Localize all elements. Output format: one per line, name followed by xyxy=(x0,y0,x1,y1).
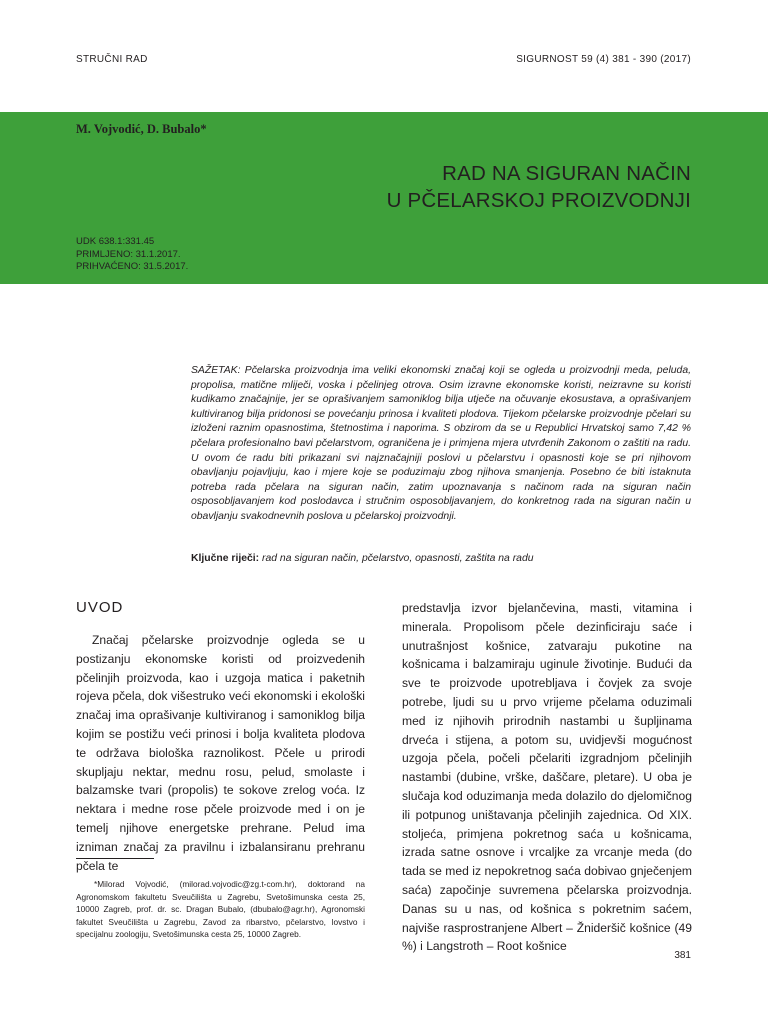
journal-reference: SIGURNOST 59 (4) 381 - 390 (2017) xyxy=(516,54,691,65)
title-line-1: RAD NA SIGURAN NAČIN xyxy=(442,162,691,185)
accepted-date: PRIHVAĆENO: 31.5.2017. xyxy=(76,261,189,272)
page-number: 381 xyxy=(674,950,691,961)
article-metadata xyxy=(76,236,188,274)
article-title xyxy=(387,160,691,214)
udk-code: UDK 638.1:331.45 xyxy=(76,236,155,247)
keywords xyxy=(191,553,691,564)
title-line-2: U PČELARSKOJ PROIZVODNJI xyxy=(386,189,691,212)
keywords-list: rad na siguran način, pčelarstvo, opasnosti, zaštita na radu xyxy=(262,553,534,564)
received-date: PRIMLJENO: 31.1.2017. xyxy=(76,248,181,260)
author-footnote: *Milorad Vojvodić, (milorad.vojvodic@zg.t-com.hr), doktorand na Agronomskom fakultetu Sveučilišta u Zagrebu, Svetošimunska cesta 25, 10000 Zagreb, prof. dr. sc. Dragan Bubalo, (dbubalo@agr.hr), Agronomski fakultet Sveučilišta u Zagrebu, Zavod za ribarstvo, pčelarstvo, lovstvo i specijalnu zoologiju, Svetošimunska cesta 25, 10000 Zagreb. xyxy=(76,879,365,940)
body-column-left: Značaj pčelarske proizvodnje ogleda se u postizanju ekonomske koristi od proizvedenih pčelinjih proizvoda, kao i uzgoja matica i paketnih rojeva pčela, dok višestruko veći ekonomski i ekološki značaj ima oprašivanje kultiviranog i samoniklog bilja kojim se postižu veći prinosi i bolja kvaliteta plodova te održava biološka raznolikost. Pčele u prirodi skupljaju nektar, mednu rosu, pelud, smolaste i balzamske tvari (propolis) te sokove zrelog voća. Iz nektara i medne rose pčele proizvode med i on je temelj njihove energetske prehrane. Pelud ima izniman značaj za pravilnu i izbalansiranu prehranu pčela te xyxy=(76,633,365,873)
body-column-right: predstavlja izvor bjelančevina, masti, vitamina i minerala. Propolisom pčele dezinficiraju saće i unutrašnjost košnice, zatvaraju pukotine na košnicama i balzamiraju uginule životinje. Budući da sve te proizvode upotrebljava i čovjek za svoje potrebe, ljudi su u prvo vrijeme pčelama oduzimali med iz njihovih prirodnih nastambi u šupljinama drveća i stijena, a potom su, uvidjevši mogućnost uzgoja pčela, počeli pčelariti izgradnjom pčelinjih nastambi (dubine, vrške, daščare, pletare). U oba je slučaja kod oduzimanja meda dolazilo do djelomičnog ili potpunog uništavanja pčelinjih zajednica. Od XIX. stoljeća, primjena pokretnog saća u košnicama, izrada satne osnove i vrcaljke za vrcanje meda (do tada se med iz nepokretnog saća dobivao gnječenjem saća) započinje suvremena pčelarska proizvodnja. Danas su u nas, od košnica s pokretnim saćem, najviše rasprostranjene Albert – Žnideršič košnice (49 %) i Langstroth – Root košnice xyxy=(402,601,692,954)
abstract: SAŽETAK: Pčelarska proizvodnja ima veliki ekonomski značaj koji se ogleda u proizvodnji meda, peluda, propolisa, matične mliječi, voska i pčelinjeg otrova. Osim izravne ekonomske koristi, neizravne su koristi kudikamo značajnije, jer se oprašivanjem samoniklog bilja utječe na očuvanje ekosustava, a oprašivanjem kultiviranog bilja pridonosi se povećanju prinosa i kvaliteti plodova. Tijekom pčelarske proizvodnje pčelari su izloženi raznim opasnostima, štetnostima i naporima. S obzirom da se u Republici Hrvatskoj samo 7,42 % pčelara profesionalno bavi pčelarstvom, ograničena je i primjena mjera utvrđenih Zakonom o zaštiti na radu. U ovom će radu biti prikazani svi najznačajniji poslovi u pčelarstvu i opasnosti koje se pri njihovom obavljanju pojavljuju, kao i mjere koje se poduzimaju zbog njihova smanjenja. Posebno će biti istaknuta potreba rada pčelara na siguran način, zatim upoznavanja s načinom rada na siguran način osposobljavanjem kod poslodavca i stručnim osposobljavanjem, do konkretnog rada na siguran način u obavljanju svakodnevnih poslova u pčelarskoj proizvodnji. xyxy=(191,365,691,522)
section-label: STRUČNI RAD xyxy=(76,54,148,65)
authors: M. Vojvodić, D. Bubalo* xyxy=(76,122,207,136)
keywords-label: Ključne riječi: xyxy=(191,553,260,564)
footnote-rule xyxy=(76,858,154,859)
section-heading-uvod: UVOD xyxy=(76,599,124,616)
